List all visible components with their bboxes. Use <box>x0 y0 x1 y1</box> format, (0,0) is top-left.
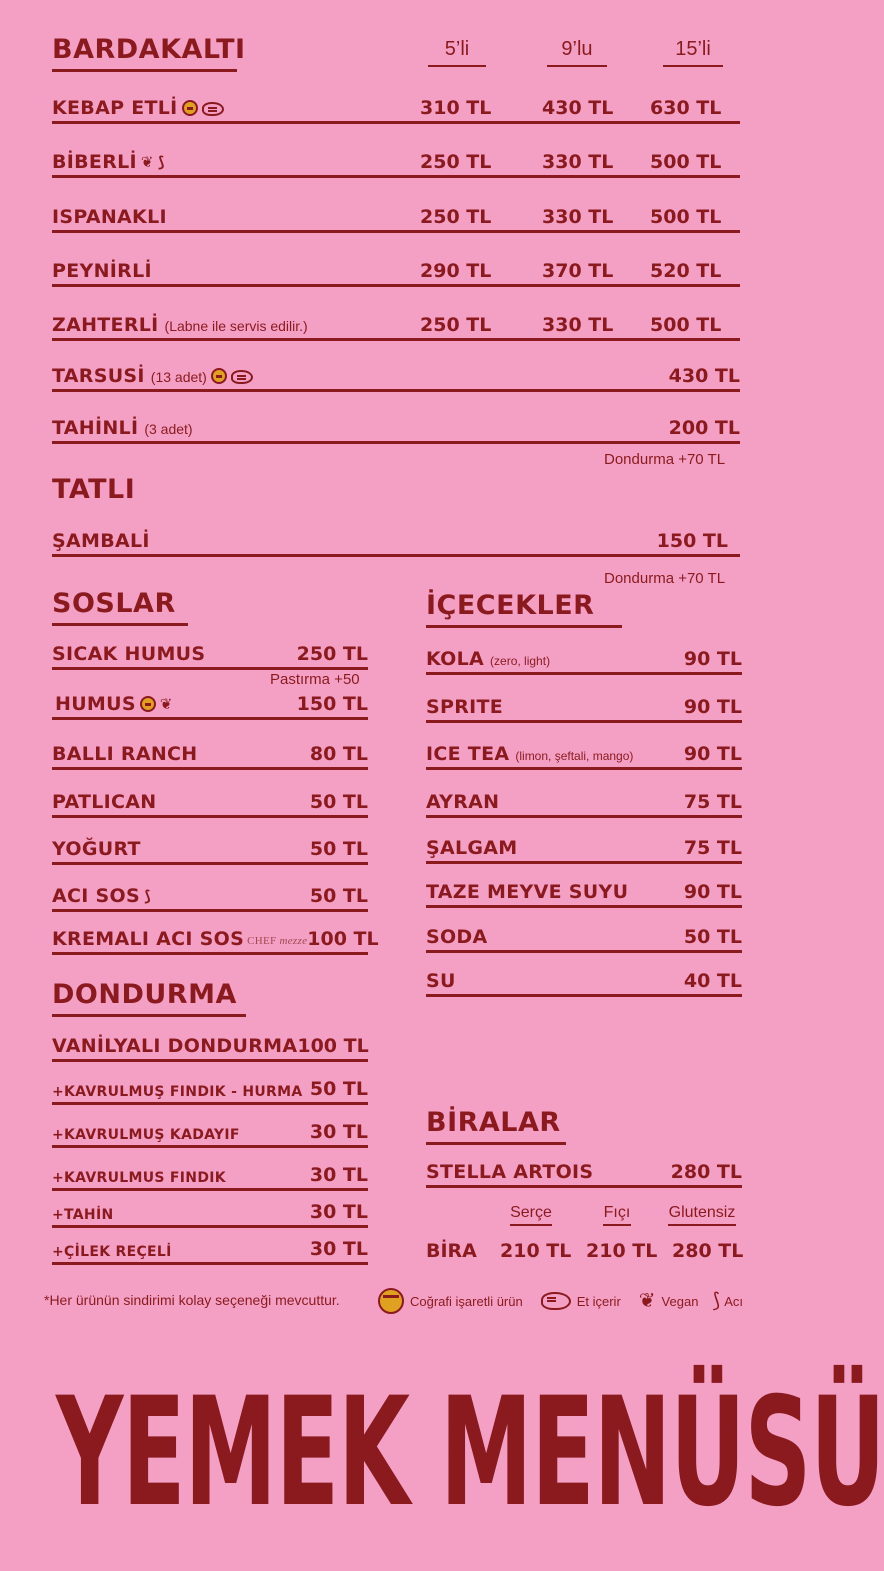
medal-icon <box>378 1288 404 1314</box>
item-name: KREMALI ACI SOS <box>52 928 245 950</box>
item-name: ACI SOS <box>52 885 140 907</box>
item-price: 430 TL <box>668 365 740 387</box>
column-header-serce: Serçe <box>510 1204 552 1226</box>
section-title-icecekler: İÇECEKLER <box>426 590 622 628</box>
menu-row <box>52 309 740 341</box>
section-title-dondurma: DONDURMA <box>52 979 246 1017</box>
item-extra: Dondurma +70 TL <box>604 451 726 468</box>
menu-title: YEMEK MENÜSÜ <box>56 1366 884 1540</box>
leaf-icon: ❦ <box>159 695 173 713</box>
item-name: +ÇİLEK REÇELİ <box>52 1244 172 1260</box>
item-name: KOLA <box>426 648 485 670</box>
section-title-biralar: BİRALAR <box>426 1107 566 1145</box>
legend <box>378 1288 743 1314</box>
item-name: BİRA <box>426 1240 477 1262</box>
item-name: BALLI RANCH <box>52 743 198 765</box>
bira-row <box>426 1238 742 1264</box>
section-title-bardakalti: BARDAKALTI <box>52 34 237 72</box>
menu-row <box>52 923 379 955</box>
item-price: 50 TL <box>309 885 368 907</box>
item-name: ICE TEA <box>426 743 510 765</box>
item-name: HUMUS <box>55 693 136 715</box>
item-price: 30 TL <box>309 1121 368 1143</box>
item-name: SPRITE <box>426 696 504 718</box>
item-price: 75 TL <box>683 837 742 859</box>
menu-row <box>426 1156 742 1188</box>
item-name: PATLICAN <box>52 791 157 813</box>
item-price: 50 TL <box>683 926 742 948</box>
item-price: 40 TL <box>683 970 742 992</box>
item-name: +KAVRULMUŞ KADAYIF <box>52 1127 240 1143</box>
menu-row <box>52 92 740 124</box>
pepper-icon: ⟆ <box>712 1290 721 1312</box>
item-price: 250 TL <box>420 314 492 336</box>
item-price: 75 TL <box>683 791 742 813</box>
item-name: STELLA ARTOIS <box>426 1161 594 1183</box>
menu-row <box>52 1159 368 1191</box>
medal-icon <box>182 100 198 116</box>
item-note: (limon, şeftali, mango) <box>515 749 634 763</box>
menu-row <box>52 1030 368 1062</box>
medal-icon <box>140 696 156 712</box>
footer-note: *Her ürünün sindirimi kolay seçeneği mevcuttur. <box>44 1292 340 1308</box>
legend-label: Vegan <box>661 1293 699 1309</box>
chef-mezze-logo: CHEF mezze <box>247 935 308 947</box>
menu-row <box>426 643 742 675</box>
column-header-9lu: 9’lu <box>547 38 607 67</box>
menu-row <box>52 146 740 178</box>
menu-row <box>426 921 742 953</box>
item-name: AYRAN <box>426 791 500 813</box>
menu-row <box>426 965 742 997</box>
item-name: ZAHTERLİ <box>52 314 159 336</box>
item-price: 210 TL <box>500 1240 572 1262</box>
item-price: 430 TL <box>542 97 614 119</box>
leaf-icon: ❦ <box>140 153 154 171</box>
menu-row <box>52 1116 368 1148</box>
menu-row <box>426 691 742 723</box>
item-price: 280 TL <box>670 1161 742 1183</box>
legend-label: Acı <box>724 1293 744 1309</box>
menu-row <box>52 738 368 770</box>
pepper-icon: ⟆ <box>143 887 152 905</box>
item-price: 330 TL <box>542 151 614 173</box>
item-name: ŞALGAM <box>426 837 518 859</box>
item-name: TAZE MEYVE SUYU <box>426 881 629 903</box>
item-note: (3 adet) <box>144 421 193 437</box>
menu-row <box>52 833 368 865</box>
item-name: SODA <box>426 926 488 948</box>
item-price: 30 TL <box>309 1201 368 1223</box>
item-price: 30 TL <box>309 1238 368 1260</box>
item-price: 50 TL <box>309 791 368 813</box>
menu-row <box>426 738 742 770</box>
item-price: 90 TL <box>683 881 742 903</box>
item-name: PEYNİRLİ <box>52 260 152 282</box>
legend-label: Et içerir <box>576 1293 621 1309</box>
item-name: VANİLYALI DONDURMA <box>52 1035 298 1057</box>
medal-icon <box>211 368 227 384</box>
leaf-icon: ❦ <box>638 1290 656 1312</box>
menu-row <box>52 1196 368 1228</box>
column-header-15li: 15’li <box>663 38 723 67</box>
item-price: 150 TL <box>656 530 728 552</box>
section-title-tatli: TATLI <box>52 474 136 505</box>
menu-row <box>426 786 742 818</box>
item-price: 370 TL <box>542 260 614 282</box>
item-price: 310 TL <box>420 97 492 119</box>
item-price: 630 TL <box>650 97 722 119</box>
item-price: 500 TL <box>650 206 722 228</box>
item-price: 150 TL <box>296 693 368 715</box>
menu-row <box>52 255 740 287</box>
item-price: 200 TL <box>668 417 740 439</box>
item-name: ŞAMBALİ <box>52 530 150 552</box>
section-title-soslar: SOSLAR <box>52 588 188 626</box>
menu-row <box>426 876 742 908</box>
item-price: 30 TL <box>309 1164 368 1186</box>
item-name: TARSUSİ <box>52 365 145 387</box>
item-price: 500 TL <box>650 314 722 336</box>
meat-icon <box>541 1292 571 1310</box>
item-note: (Labne ile servis edilir.) <box>164 318 308 334</box>
item-price: 90 TL <box>683 743 742 765</box>
item-name: ISPANAKLI <box>52 206 167 228</box>
item-name: SU <box>426 970 456 992</box>
item-price: 50 TL <box>309 1078 368 1100</box>
column-header-glutensiz: Glutensiz <box>668 1204 736 1226</box>
meat-icon <box>202 102 224 116</box>
item-price: 250 TL <box>296 643 368 665</box>
menu-row <box>52 638 368 670</box>
column-header-fici: Fıçı <box>603 1204 631 1226</box>
item-note: (13 adet) <box>150 369 207 385</box>
item-price: 100 TL <box>307 928 379 950</box>
item-price: 90 TL <box>683 648 742 670</box>
menu-row <box>52 525 740 557</box>
item-name: YOĞURT <box>52 838 141 860</box>
item-price: 90 TL <box>683 696 742 718</box>
item-price: 210 TL <box>586 1240 658 1262</box>
pepper-icon: ⟆ <box>157 153 165 171</box>
item-name: +TAHİN <box>52 1207 114 1223</box>
item-price: 80 TL <box>309 743 368 765</box>
item-price: 250 TL <box>420 206 492 228</box>
item-name: +KAVRULMUŞ FINDIK - HURMA <box>52 1084 303 1100</box>
item-price: 330 TL <box>542 206 614 228</box>
menu-row <box>426 832 742 864</box>
menu-row <box>52 1073 368 1105</box>
menu-row <box>52 880 368 912</box>
menu-row <box>52 201 740 233</box>
item-price: 290 TL <box>420 260 492 282</box>
menu-row <box>52 360 740 392</box>
item-price: 100 TL <box>297 1035 369 1057</box>
item-name: +KAVRULMUS FINDIK <box>52 1170 226 1186</box>
menu-row <box>52 1233 368 1265</box>
item-extra: Dondurma +70 TL <box>604 570 726 587</box>
item-extra: Pastırma +50 <box>270 671 360 688</box>
item-price: 520 TL <box>650 260 722 282</box>
item-price: 500 TL <box>650 151 722 173</box>
item-price: 280 TL <box>672 1240 744 1262</box>
item-note: (zero, light) <box>490 654 551 668</box>
item-price: 250 TL <box>420 151 492 173</box>
column-header-5li: 5’li <box>428 38 486 67</box>
item-name: BİBERLİ <box>52 151 137 173</box>
menu-row <box>52 786 368 818</box>
item-name: KEBAP ETLİ <box>52 97 178 119</box>
item-name: TAHİNLİ <box>52 417 139 439</box>
legend-label: Coğrafi işaretli ürün <box>410 1293 523 1309</box>
item-name: SICAK HUMUS <box>52 643 206 665</box>
item-price: 50 TL <box>309 838 368 860</box>
meat-icon <box>231 370 253 384</box>
menu-row <box>52 688 368 720</box>
item-price: 330 TL <box>542 314 614 336</box>
menu-row <box>52 412 740 444</box>
